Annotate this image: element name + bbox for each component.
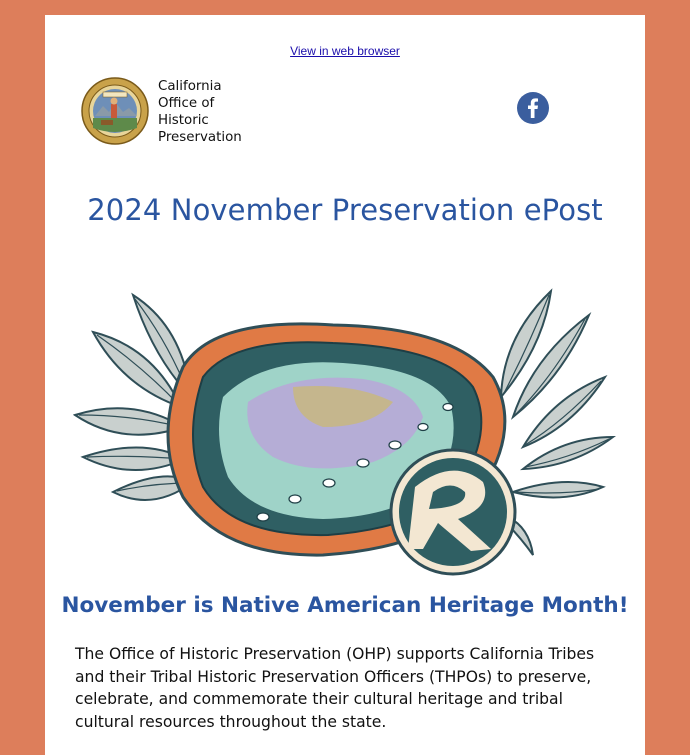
facebook-icon — [517, 92, 549, 124]
page-title: 2024 November Preservation ePost — [87, 193, 603, 227]
org-name-line: Historic — [158, 113, 209, 128]
facebook-button[interactable] — [517, 92, 549, 124]
abalone-shell-illustration — [73, 287, 617, 577]
org-name — [158, 78, 242, 146]
view-in-browser-link[interactable]: View in web browser — [290, 44, 400, 58]
org-name-line: Preservation — [158, 130, 242, 145]
org-name-line: California — [158, 79, 222, 94]
org-name-line: Office of — [158, 96, 215, 111]
body-paragraph: The Office of Historic Preservation (OHP) supports California Tribes and their Tribal Historic Preservation Officers (THPOs) to preserve, celebrate, and commemorate their cultural heritage and tribal cultural resources throughout the state. — [75, 645, 595, 731]
section-heading: November is Native American Heritage Month! — [61, 593, 629, 618]
california-seal-logo — [81, 76, 149, 146]
email-card — [45, 15, 645, 755]
